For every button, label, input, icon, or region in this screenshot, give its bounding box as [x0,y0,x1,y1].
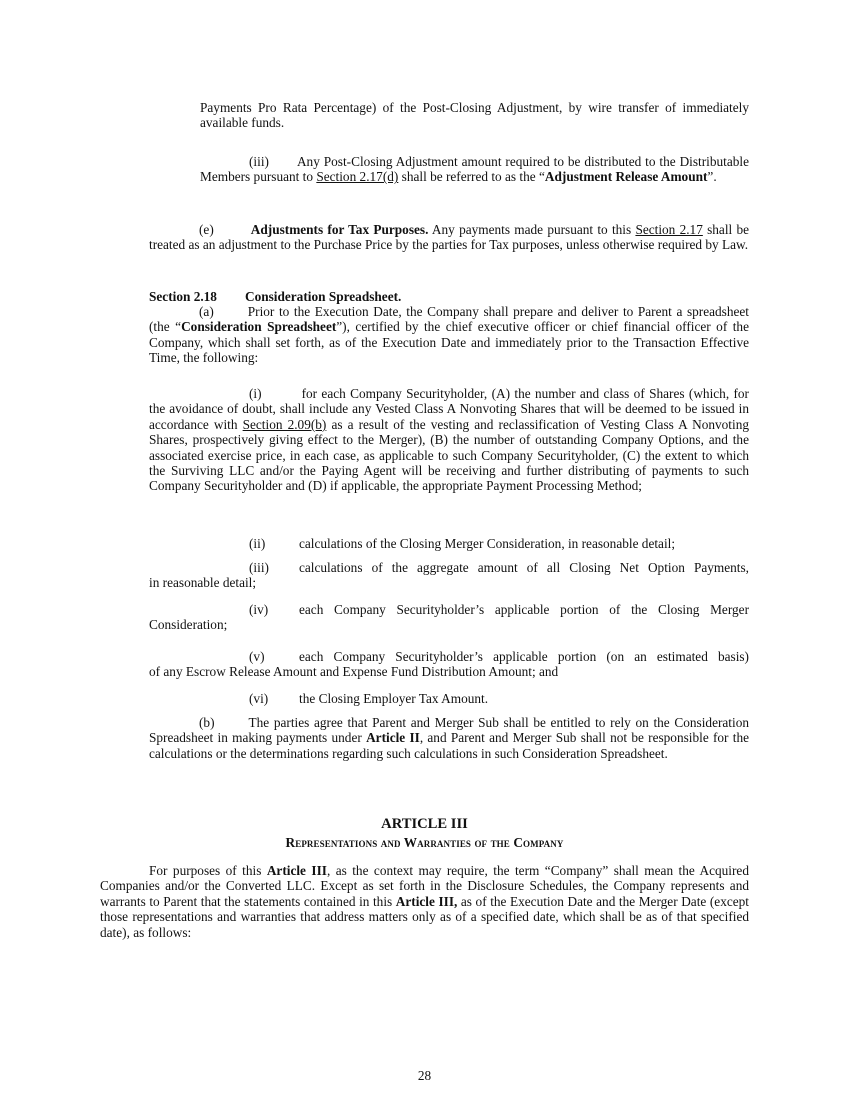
clause-label: (vi) [249,691,269,706]
clause-label: (b) [199,715,215,730]
paragraph-text: Payments Pro Rata Percentage) of the Post-Closing Adjustment, by wire transfer of immediately available funds. [200,100,749,131]
paragraph-iv-line2: Consideration; [149,617,228,632]
paragraph-vi [249,691,268,706]
paragraph-vi-text: the Closing Employer Tax Amount. [299,691,489,706]
article-reference: Article III [266,863,327,878]
paragraph-i: (i) for each Company Securityholder, (A) the number and class of Shares (which, for the avoidance of doubt, shall include any Vested Class A Nonvoting Shares that will be deemed to be issued in accordance with Section 2.09(b) as a result of the vesting and reclassification of Vesting Class A Nonvoting Shares, prospectively giving effect to the Merger), (B) the number of outstanding Company Options, and the associated exercise price, in each case, as applicable to such Company Securityholder, (C) the extent to which the Surviving LLC and/or the Paying Agent will be receiving and further distributing of payments to such Company Securityholder and (D) if applicable, the appropriate Payment Processing Method; [149,386,749,494]
section-reference-link[interactable]: Section 2.17(d) [316,169,399,185]
paragraph-iii [249,560,269,575]
paragraph-v [249,649,265,664]
paragraph-article-intro: For purposes of this Article III, as the context may require, the term “Company” shall mean the Acquired Companies and/or the Converted LLC. Except as set forth in the Disclosure Schedules, the Company represents and warrants to Parent that the statements contained in this Article III, as of the Execution Date and the Merger Date (except those representations and warranties that address matters only as of a specified date, which shall be as of that specified date), as follows: [100,863,749,940]
article-subtitle: Representations and Warranties of the Company [285,835,564,850]
paragraph-e-tax: (e) Adjustments for Tax Purposes. Any payments made pursuant to this Section 2.17 shall be treated as an adjustment to the Purchase Price by the parties for Tax purposes, unless otherwise required by Law. [149,222,750,253]
defined-term: Consideration Spreadsheet [181,319,337,335]
paragraph-iii-adjustment: (iii) Any Post-Closing Adjustment amount required to be distributed to the Distributable Members pursuant to Section 2.17(d) shall be referred to as the “Adjustment Release Amount”. [200,154,749,185]
section-heading [149,289,401,304]
paragraph-iv [249,602,268,617]
paragraph-a: (a) Prior to the Execution Date, the Company shall prepare and deliver to Parent a spreadsheet (the “Consideration Spreadsheet”), certified by the chief executive officer or chief financial officer of the Company, which shall set forth, as of the Execution Date and immediately prior to the Transaction Effective Time, the following: [149,304,749,366]
article-title: ARTICLE III [381,816,468,832]
clause-label: (ii) [249,536,266,551]
paragraph-v-line1: each Company Securityholder’s applicable portion (on an estimated basis) [299,649,749,664]
clause-label: (iii) [249,560,269,575]
clause-label: (iv) [249,602,269,617]
paragraph-v-line2: of any Escrow Release Amount and Expense Fund Distribution Amount; and [149,664,559,679]
paragraph-iii-line1: calculations of the aggregate amount of all Closing Net Option Payments, [299,560,749,575]
section-reference-link[interactable]: Section 2.09(b) [242,416,327,432]
section-number: Section 2.18 [149,289,217,304]
article-reference: Article II [366,730,420,746]
section-reference-link[interactable]: Section 2.17 [635,222,703,237]
paragraph-iv-line1: each Company Securityholder’s applicable portion of the Closing Merger [299,602,749,617]
paragraph-continuation [200,100,749,131]
defined-term: Adjustment Release Amount [544,169,708,185]
article-reference: Article III, [395,893,458,909]
paragraph-ii [249,536,265,551]
paragraph-ii-text: calculations of the Closing Merger Consideration, in reasonable detail; [299,536,676,551]
clause-label: (i) [249,386,262,401]
page-number: 28 [417,1068,432,1083]
paragraph-iii-line2: in reasonable detail; [149,575,257,590]
clause-label: (a) [199,304,214,319]
section-title: Consideration Spreadsheet. [244,289,402,304]
clause-label: (e) [199,222,214,237]
paragraph-heading: Adjustments for Tax Purposes. [250,222,429,237]
paragraph-b: (b) The parties agree that Parent and Merger Sub shall be entitled to rely on the Consideration Spreadsheet in making payments under Article II, and Parent and Merger Sub shall not be responsible for the calculations or the determinations regarding such calculations in such Consideration Spreadsheet. [149,715,750,761]
clause-label: (v) [249,649,265,664]
clause-label: (iii) [249,154,269,169]
